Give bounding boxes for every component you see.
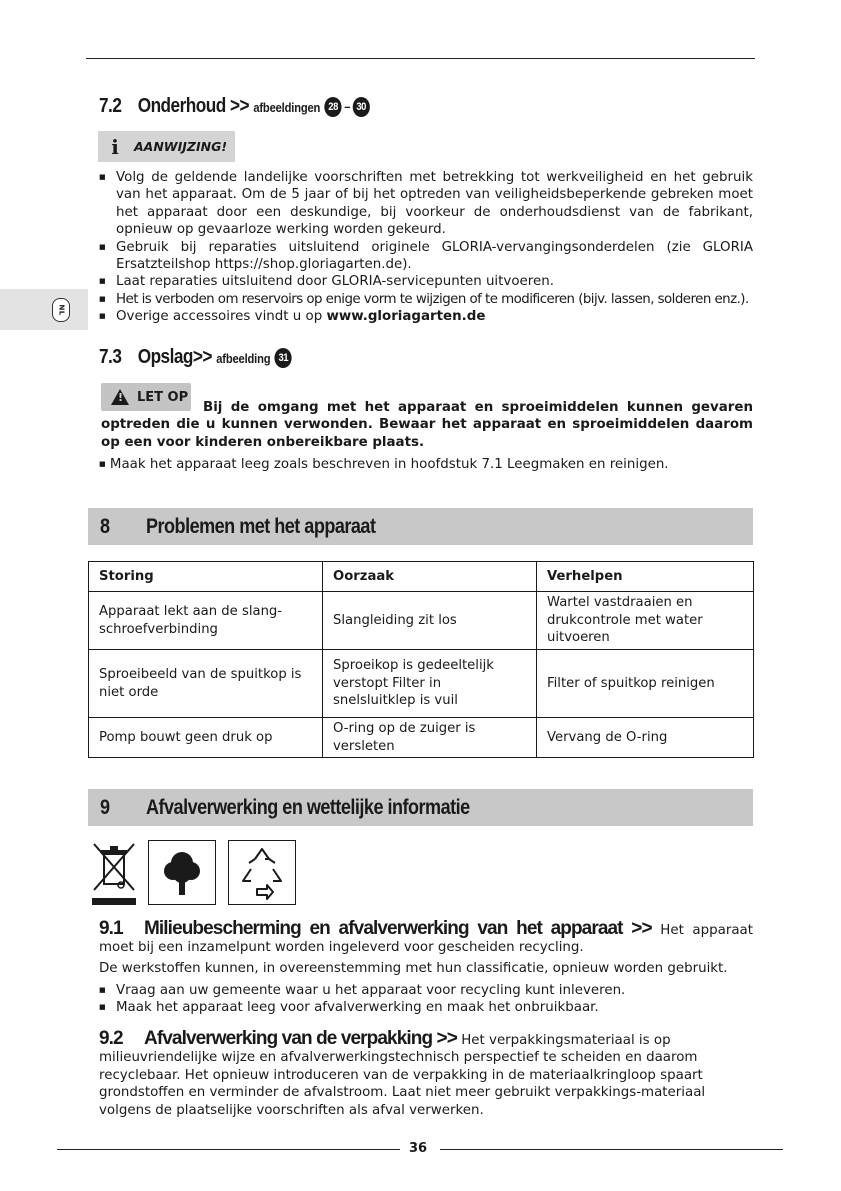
footer-rule-right [440, 1149, 783, 1150]
column-header: Oorzaak [323, 562, 537, 592]
table-row [89, 718, 754, 758]
section-9-1 [99, 920, 753, 957]
section-9-1-line: De werkstoffen kunnen, in overeenstemming met hun classificatie, opnieuw worden gebruikt. [99, 961, 728, 976]
language-badge [52, 298, 70, 322]
list-item [99, 308, 753, 325]
table-cell: Apparaat lekt aan de slang-schroefverbinding [89, 592, 323, 650]
section-9-2-heading [99, 1028, 457, 1049]
section-intro: Het apparaat moet bij een inzamelpunt worden ingeleverd voor gescheiden recycling. [99, 923, 753, 956]
table-cell: Wartel vastdraaien en drukcontrole met water uitvoeren [537, 592, 754, 650]
section-number: 9.1 [99, 918, 123, 939]
table-cell: Vervang de O-ring [537, 718, 754, 758]
figure-ref-end: 30 [353, 97, 370, 117]
list-item-text: Overige accessoires vindt u op [116, 309, 323, 325]
section-number: 8 [100, 514, 110, 538]
section-title: Opslag>> [137, 346, 212, 368]
section-text: Het verpakkingsmateriaal is op milieuvriendelijke wijze en afvalverwerkingstechnisch perspectief te scheiden en daarom recyclebaar. Het opnieuw introduceren van de verpakking in de materiaalkringloop spaart grondstoffen en verminder de afvalstroom. Laat niet meer gebruikt verpakkings-materiaal volgens de plaatselijke voorschriften als afval verwerken. [99, 1033, 706, 1118]
table-cell: O-ring op de zuiger is versleten [323, 718, 537, 758]
troubleshooting-table [88, 561, 754, 758]
bullet-text: Maak het apparaat leeg zoals beschreven in hoofdstuk 7.1 Leegmaken en reinigen. [109, 457, 669, 472]
list-item: ■ Laat reparaties uitsluitend door GLORIA-servicepunten uitvoeren. [99, 273, 753, 290]
column-header: Verhelpen [537, 562, 754, 592]
section-title: Afvalverwerking van de verpakking >> [144, 1028, 457, 1049]
figure-label: afbeeldingen [253, 100, 321, 115]
section-7-2-heading [99, 95, 370, 118]
section-title: Afvalverwerking en wettelijke informatie [146, 795, 470, 819]
warning-label: LET OP [137, 389, 189, 405]
page-number: 36 [409, 1141, 428, 1156]
footer-rule-left [57, 1149, 400, 1150]
section-9-1-bullets [99, 982, 753, 1017]
figure-label: afbeelding [216, 351, 271, 366]
table-row [89, 592, 754, 650]
info-icon: i [111, 134, 119, 159]
table-cell: Sproeikop is gedeeltelijk verstopt Filter in snelsluitklep is vuil [323, 650, 537, 718]
recycling-icon [228, 840, 296, 905]
section-title: Onderhoud >> [137, 95, 250, 117]
warning-box [101, 383, 191, 411]
section-number: 9.2 [99, 1028, 123, 1049]
table-cell: Filter of spuitkop reinigen [537, 650, 754, 718]
section-number: 7.2 [99, 95, 122, 117]
column-header: Storing [89, 562, 323, 592]
website-link[interactable]: www.gloriagarten.de [326, 309, 486, 325]
table-cell: Pomp bouwt geen druk op [89, 718, 323, 758]
warning-triangle-icon [111, 389, 129, 405]
table-cell: Slangleiding zit los [323, 592, 537, 650]
list-item: ■ Het is verboden om reservoirs op enige vorm te wijzigen of te modificeren (bijv. lassen, solderen enz.). [99, 291, 753, 308]
tree-icon [148, 840, 216, 905]
section-9-band [88, 789, 753, 826]
figure-ref-separator: – [344, 99, 350, 115]
notice-box [98, 131, 235, 162]
section-9-1-heading [99, 918, 652, 939]
crossed-out-bin-icon [90, 840, 138, 906]
table-cell: Sproeibeeld van de spuitkop is niet orde [89, 650, 323, 718]
list-item: ■ Gebruik bij reparaties uitsluitend originele GLORIA-vervangingsonderdelen (zie GLORIA Ersatzteilshop https://shop.gloriagarten.de). [99, 239, 753, 274]
list-item: ■ Volg de geldende landelijke voorschriften met betrekking tot werkveiligheid en het gebruik van het apparaat. Om de 5 jaar of bij het optreden van veiligheidsbeperkende gebreken moet het apparaat door een deskundige, bij voorkeur de onderhoudsdienst van de fabrikant, opnieuw op gevaarloze werking worden gekeurd. [99, 169, 753, 239]
section-7-2-bullets [99, 169, 753, 326]
section-7-3-heading [99, 346, 292, 369]
list-item: ■ Maak het apparaat leeg voor afvalverwerking en maak het onbruikbaar. [99, 999, 753, 1016]
section-9-2 [99, 1030, 753, 1119]
section-title: Problemen met het apparaat [146, 514, 376, 538]
notice-label: AANWIJZING! [134, 139, 228, 154]
figure-ref: 31 [275, 348, 292, 368]
section-title: Milieubescherming en afvalverwerking van het apparaat >> [144, 918, 652, 939]
header-rule [86, 58, 755, 59]
bullet-marker: ■ [99, 460, 106, 468]
section-8-band [88, 508, 753, 545]
warning-text: Bij de omgang met het apparaat en sproeimiddelen kunnen gevaren optreden die u kunnen verwonden. Bewaar het apparaat en sproeimiddelen daarom op een voor kinderen onbereikbare plaats. [101, 400, 753, 450]
list-item: ■ Vraag aan uw gemeente waar u het apparaat voor recycling kunt inleveren. [99, 982, 753, 999]
language-code: NL [56, 304, 65, 316]
section-7-3-bullet [99, 456, 753, 473]
figure-ref-start: 28 [324, 97, 341, 117]
section-number: 9 [100, 795, 110, 819]
table-header-row [89, 562, 754, 592]
section-number: 7.3 [99, 346, 122, 368]
language-side-tab [0, 289, 88, 330]
table-row [89, 650, 754, 718]
